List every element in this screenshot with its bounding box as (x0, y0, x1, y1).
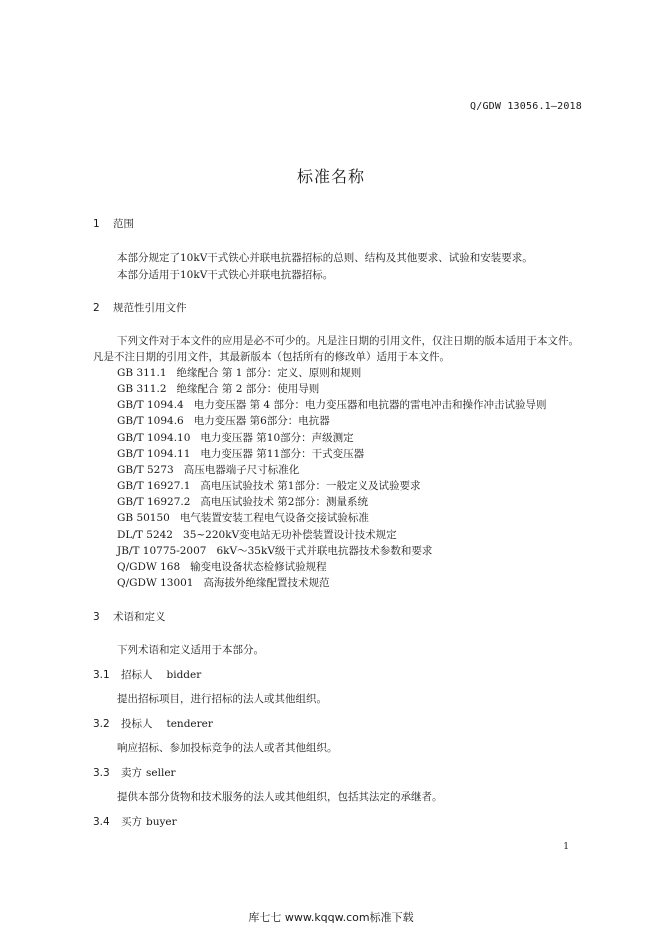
reference-item (117, 413, 330, 428)
reference-title: 输变电设备状态检修试验规程 (190, 561, 327, 573)
term-definition: 响应招标、参加投标竞争的法人或者其他组织。 (117, 742, 338, 754)
reference-item (117, 575, 330, 590)
reference-code: DL/T 5242 (117, 529, 173, 541)
term-definition: 提供本部分货物和技术服务的法人或其他组织，包括其法定的承继者。 (117, 791, 443, 803)
term-en: bidder (166, 669, 202, 681)
page-number: 1 (563, 842, 569, 852)
reference-code: GB 50150 (117, 512, 170, 524)
reference-item (117, 430, 354, 445)
reference-title: 高海拔外绝缘配置技术规范 (203, 577, 330, 589)
reference-item (117, 381, 319, 396)
section-heading-terms-definitions (93, 609, 166, 624)
term-number: 3.3 (93, 767, 110, 779)
reference-item (117, 559, 327, 574)
reference-title: 绝缘配合 第 1 部分：定义、原则和规则 (176, 367, 362, 379)
paragraph: 本部分适用于10kV干式铁心并联电抗器招标。 (117, 269, 334, 281)
document-code: Q/GDW 13056.1—2018 (470, 101, 582, 112)
term-zh: 招标人 (121, 669, 153, 681)
reference-title: 电气装置安装工程电气设备交接试验标准 (179, 512, 369, 524)
reference-item (117, 543, 432, 558)
reference-title: 高压电器端子尺寸标准化 (183, 464, 300, 476)
reference-code: GB/T 16927.2 (117, 496, 191, 508)
reference-code: GB 311.2 (117, 383, 167, 395)
reference-code: GB/T 1094.10 (117, 432, 191, 444)
reference-item (117, 510, 369, 525)
term-heading (93, 667, 201, 682)
section-title: 术语和定义 (113, 611, 166, 623)
reference-code: GB/T 1094.4 (117, 399, 184, 411)
reference-item (117, 462, 299, 477)
reference-item (117, 478, 420, 493)
term-en: buyer (146, 816, 177, 828)
paragraph: 下列文件对于本文件的应用是必不可少的。凡是注日期的引用文件，仅注日期的版本适用于本文件。 (117, 335, 579, 347)
reference-code: GB 311.1 (117, 367, 167, 379)
reference-title: 电力变压器 第6部分：电抗器 (193, 415, 330, 427)
reference-item (117, 527, 397, 542)
reference-title: 35~220kV变电站无功补偿装置设计技术规定 (183, 529, 397, 541)
section-heading-scope (93, 216, 134, 231)
reference-title: 绝缘配合 第 2 部分：使用导则 (176, 383, 320, 395)
reference-title: 6kV～35kV级干式并联电抗器技术参数和要求 (216, 545, 433, 557)
document-title: 标准名称 (296, 167, 365, 186)
section-title: 规范性引用文件 (113, 302, 187, 314)
section-number: 2 (93, 302, 100, 314)
reference-item (117, 446, 364, 461)
paragraph: 下列术语和定义适用于本部分。 (117, 644, 264, 656)
reference-code: GB/T 1094.6 (117, 415, 184, 427)
term-zh: 买方 (121, 816, 142, 828)
section-heading-normative-references (93, 300, 187, 315)
reference-code: Q/GDW 168 (117, 561, 181, 573)
paragraph: 本部分规定了10kV干式铁心并联电抗器招标的总则、结构及其他要求、试验和安装要求。 (117, 252, 533, 264)
section-title: 范围 (113, 218, 134, 230)
footer-watermark[interactable]: 库七七 www.kqqw.com标准下载 (248, 911, 414, 924)
reference-item (117, 365, 361, 380)
term-number: 3.1 (93, 669, 110, 681)
section-number: 3 (93, 611, 100, 623)
term-zh: 卖方 (121, 767, 142, 779)
reference-item (117, 494, 368, 509)
reference-item (117, 397, 546, 412)
reference-title: 高电压试验技术 第2部分：测量系统 (200, 496, 368, 508)
reference-code: Q/GDW 13001 (117, 577, 194, 589)
term-number: 3.4 (93, 816, 110, 828)
term-number: 3.2 (93, 718, 110, 730)
term-heading (93, 765, 176, 780)
term-en: seller (146, 767, 176, 779)
term-en: tenderer (166, 718, 213, 730)
term-zh: 投标人 (121, 718, 153, 730)
reference-code: GB/T 16927.1 (117, 480, 191, 492)
reference-code: GB/T 1094.11 (117, 448, 191, 460)
paragraph: 凡是不注日期的引用文件，其最新版本（包括所有的修改单）适用于本文件。 (93, 351, 450, 363)
reference-code: GB/T 5273 (117, 464, 174, 476)
section-number: 1 (93, 218, 100, 230)
reference-code: JB/T 10775-2007 (117, 545, 207, 557)
term-heading (93, 814, 177, 829)
reference-title: 电力变压器 第 4 部分：电力变压器和电抗器的雷电冲击和操作冲击试验导则 (193, 399, 547, 411)
reference-title: 电力变压器 第11部分：干式变压器 (200, 448, 365, 460)
term-definition: 提出招标项目，进行招标的法人或其他组织。 (117, 693, 327, 705)
reference-title: 高电压试验技术 第1部分：一般定义及试验要求 (200, 480, 421, 492)
term-heading (93, 716, 213, 731)
reference-title: 电力变压器 第10部分：声级测定 (200, 432, 354, 444)
